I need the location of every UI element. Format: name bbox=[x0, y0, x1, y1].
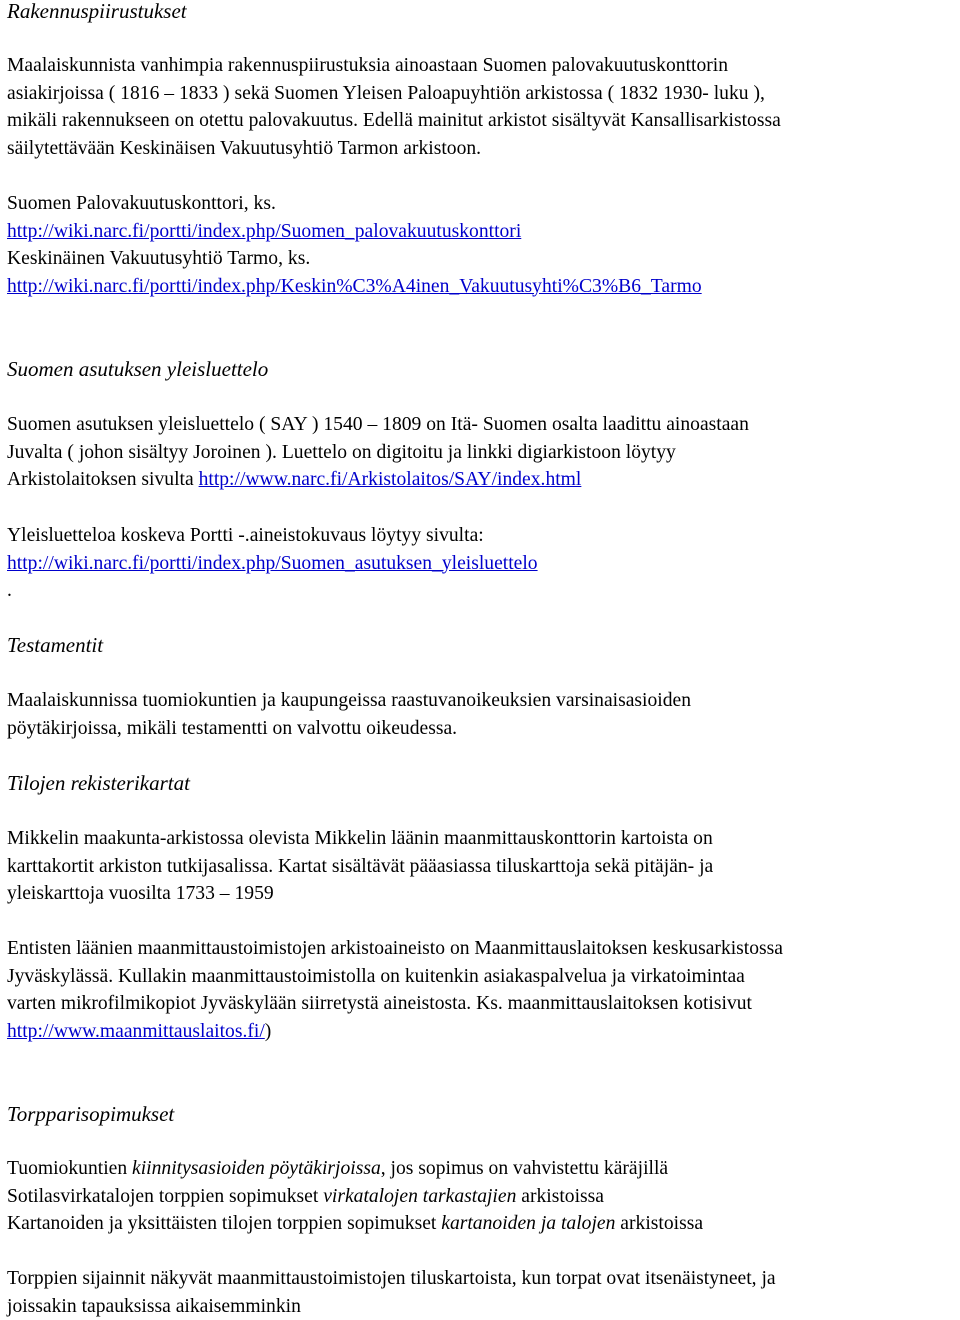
text-line: pöytäkirjoissa, mikäli testamentti on valvottu oikeudessa. bbox=[7, 717, 458, 739]
text-fragment: ) bbox=[264, 1020, 272, 1042]
section-heading-testamentit: Testamentit bbox=[7, 633, 104, 657]
link-say[interactable]: http://www.narc.fi/Arkistolaitos/SAY/index.html bbox=[198, 469, 582, 490]
text-line: Jyväskylässä. Kullakin maanmittaustoimistolla on kuitenkin asiakaspalvelua ja virkatoimintaa bbox=[7, 965, 745, 987]
emphasis: kiinnitysasioiden pöytäkirjoissa bbox=[132, 1158, 381, 1179]
text-line: karttakortit arkiston tutkijasalissa. Kartat sisältävät pääasiassa tiluskarttoja sekä pitäjän- ja bbox=[7, 855, 714, 877]
text-line: varten mikrofilmikopiot Jyväskylään siirretystä aineistosta. Ks. maanmittauslaitoksen kotisivut bbox=[7, 993, 752, 1014]
section-heading-tilojen: Tilojen rekisterikartat bbox=[7, 771, 190, 795]
text-line: Torppien sijainnit näkyvät maanmittaustoimistojen tiluskartoista, kun torpat ovat itsenäistyneet, ja bbox=[7, 1268, 776, 1289]
text-line: Sotilasvirkatalojen torppien sopimukset virkatalojen tarkastajien arkistoissa bbox=[7, 1185, 604, 1207]
text-line: Entisten läänien maanmittaustoimistojen arkistoaineisto on Maanmittauslaitoksen keskusarkistossa bbox=[7, 938, 783, 959]
text-line: . bbox=[7, 580, 12, 601]
text-line: mikäli rakennukseen on otettu palovakuutus. Edellä mainitut arkistot sisältyvät Kansallisarkistossa bbox=[7, 110, 781, 131]
paragraph-torppari-2 bbox=[7, 1265, 776, 1320]
section-heading-say: Suomen asutuksen yleisluettelo bbox=[7, 357, 269, 381]
link-palovakuutuskonttori[interactable]: http://wiki.narc.fi/portti/index.php/Suomen_palovakuutuskonttori bbox=[7, 220, 522, 242]
text-line: Maalaiskunnissa tuomiokuntien ja kaupungeissa raastuvanoikeuksien varsinaisasioiden bbox=[7, 690, 692, 711]
link-say-portti[interactable]: http://wiki.narc.fi/portti/index.php/Suomen_asutuksen_yleisluettelo bbox=[7, 552, 538, 574]
text-line: joissakin tapauksissa aikaisemminkin bbox=[7, 1295, 301, 1317]
text-line: Yleisluetteloa koskeva Portti -.aineistokuvaus löytyy sivulta: bbox=[7, 525, 484, 546]
emphasis: kartanoiden ja talojen bbox=[441, 1213, 616, 1234]
text-line: Maalaiskunnista vanhimpia rakennuspiirustuksia ainoastaan Suomen palovakuutuskonttorin bbox=[7, 55, 729, 76]
text-fragment: Arkistolaitoksen sivulta bbox=[7, 469, 199, 490]
text-line: yleiskarttoja vuosilta 1733 – 1959 bbox=[7, 883, 274, 904]
text-line: Mikkelin maakunta-arkistossa olevista Mikkelin läänin maanmittauskonttorin kartoista on bbox=[7, 828, 713, 849]
link-tarmo[interactable]: http://wiki.narc.fi/portti/index.php/Keskin%C3%A4inen_Vakuutusyhti%C3%B6_Tarmo bbox=[7, 275, 702, 297]
section-heading-rakennuspiirustukset: Rakennuspiirustukset bbox=[7, 0, 187, 23]
link-maanmittauslaitos[interactable]: http://www.maanmittauslaitos.fi/ bbox=[7, 1020, 265, 1042]
emphasis: virkatalojen tarkastajien bbox=[323, 1185, 517, 1207]
paragraph-testamentit bbox=[7, 687, 691, 742]
section-heading-torppari: Torpparisopimukset bbox=[7, 1102, 175, 1126]
paragraph-say bbox=[7, 411, 749, 494]
paragraph-say-portti bbox=[7, 522, 538, 605]
references-rakennus bbox=[7, 190, 702, 300]
text-line: Kartanoiden ja yksittäisten tilojen torppien sopimukset kartanoiden ja talojen arkistoissa bbox=[7, 1213, 704, 1234]
text-line: Juvalta ( johon sisältyy Joroinen ). Luettelo on digitoitu ja linkki digiarkistoon löytyy bbox=[7, 441, 676, 463]
reference-label: Keskinäinen Vakuutusyhtiö Tarmo, ks. bbox=[7, 248, 311, 269]
text-line: Suomen asutuksen yleisluettelo ( SAY ) 1540 – 1809 on Itä- Suomen osalta laadittu ainoastaan bbox=[7, 414, 749, 435]
paragraph-tilojen-2 bbox=[7, 935, 783, 1045]
paragraph-torppari-1 bbox=[7, 1155, 703, 1238]
text-line: Tuomiokuntien kiinnitysasioiden pöytäkirjoissa, jos sopimus on vahvistettu käräjillä bbox=[7, 1158, 669, 1179]
paragraph-tilojen-1 bbox=[7, 825, 713, 908]
text-line: asiakirjoissa ( 1816 – 1833 ) sekä Suomen Yleisen Paloapuyhtiön arkistossa ( 1832 1930- luku ), bbox=[7, 82, 765, 104]
text-line: säilytettävään Keskinäisen Vakuutusyhtiö Tarmon arkistoon. bbox=[7, 137, 482, 159]
reference-label: Suomen Palovakuutuskonttori, ks. bbox=[7, 193, 276, 214]
paragraph-rakennus bbox=[7, 52, 781, 162]
